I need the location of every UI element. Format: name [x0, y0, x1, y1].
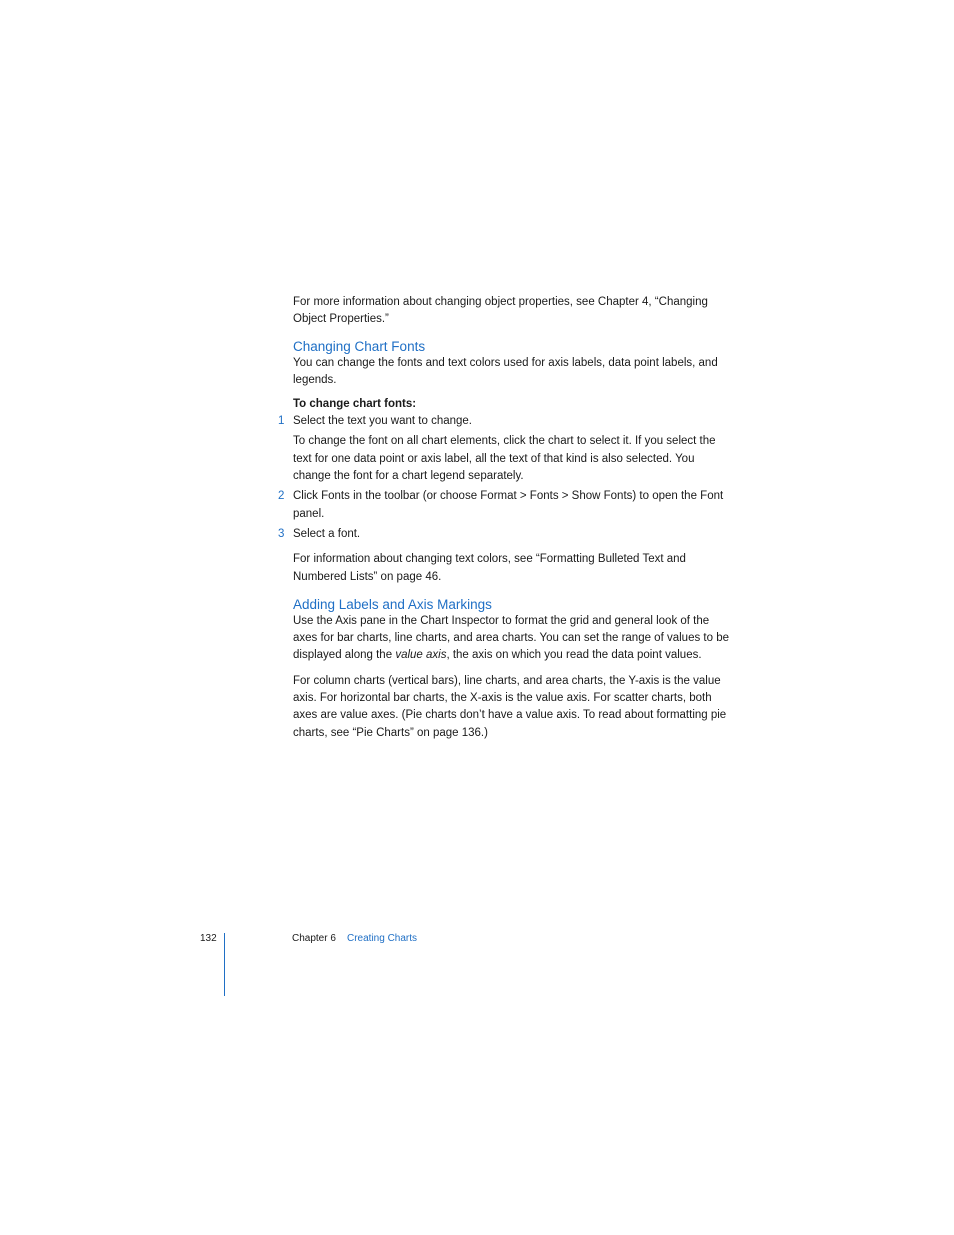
task-label: To change chart fonts:	[293, 398, 417, 411]
step-number: 3	[278, 527, 285, 540]
page-number: 132	[200, 933, 217, 944]
section2-paragraph-1	[293, 613, 733, 665]
section-heading-changing-chart-fonts: Changing Chart Fonts	[293, 338, 426, 354]
step-text: Select the text you want to change.	[293, 415, 473, 428]
section-heading-adding-labels: Adding Labels and Axis Markings	[293, 596, 492, 612]
footer-chapter-label: Chapter 6	[292, 933, 336, 944]
step-number: 2	[278, 490, 285, 503]
section2-paragraph-2: For column charts (vertical bars), line charts, and area charts, the Y-axis is the value axis. For horizontal bar charts, the X-axis is the value axis. For scatter charts, both axes are value axes. (Pie charts don’t have a value axis. To read about formatting pie charts, see “Pie Charts” on page 136.)	[293, 674, 727, 739]
step-1-note: To change the font on all chart elements, click the chart to select it. If you select the text for one data point or axis label, all the text of that kind is also selected. You change the font for a chart legend separately.	[293, 435, 716, 483]
section1-paragraph: You can change the fonts and text colors used for axis labels, data point labels, and legends.	[293, 356, 718, 386]
para1-text-start: Use the Axis pane in the Chart Inspector to format the grid and general look of the axes for bar charts, line charts, and area charts. You can set the range of values to be displayed along the	[293, 614, 729, 662]
step-text: Select a font.	[293, 527, 361, 540]
para1-emphasis: value axis	[395, 649, 447, 662]
step-number: 1	[278, 415, 285, 428]
footer-chapter-title: Creating Charts	[347, 933, 418, 944]
page-content	[278, 294, 733, 742]
footer-divider	[224, 933, 225, 996]
step-2	[278, 488, 733, 523]
intro-paragraph: For more information about changing object properties, see Chapter 4, “Changing Object Properties.”	[293, 296, 708, 326]
step-1	[278, 413, 733, 430]
para1-text-end: , the axis on which you read the data point values.	[446, 649, 702, 662]
step-3	[278, 526, 733, 543]
step-text: Click Fonts in the toolbar (or choose Format > Fonts > Show Fonts) to open the Font panel.	[293, 490, 724, 520]
section1-after-paragraph: For information about changing text colors, see “Formatting Bulleted Text and Numbered Lists” on page 46.	[293, 553, 686, 583]
